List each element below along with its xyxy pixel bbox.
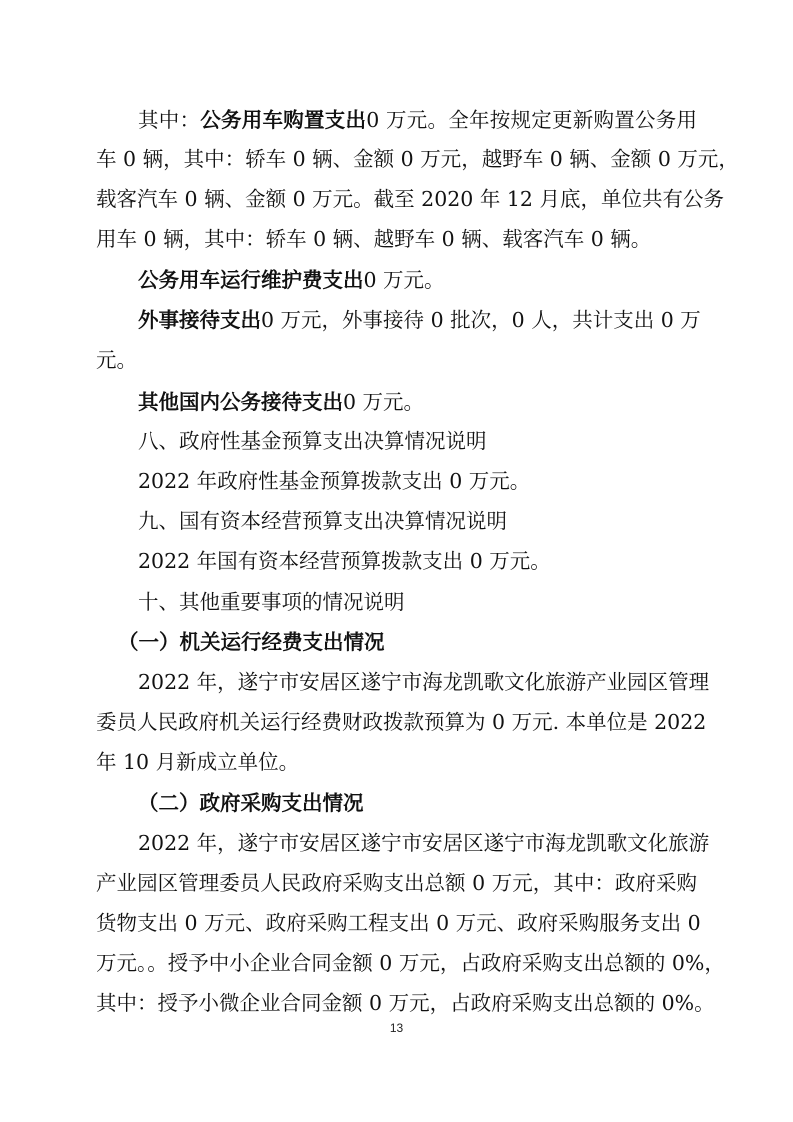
bold-heading-run: （二）政府采购支出情况: [138, 791, 364, 815]
paragraph-line: [138, 547, 793, 575]
paragraph-line: [96, 225, 793, 253]
paragraph-line: [96, 949, 725, 977]
paragraph-line: [96, 748, 793, 776]
paragraph-line: [96, 869, 697, 897]
text-run: 0 万元。: [363, 268, 445, 292]
text-run: 2022 年，遂宁市安居区遂宁市海龙凯歌文化旅游产业园区管理: [138, 670, 710, 694]
text-run: 十、其他重要事项的情况说明: [138, 590, 405, 614]
subsection-heading: [118, 628, 793, 656]
subsection-heading: [138, 789, 793, 817]
paragraph-line: [96, 346, 793, 374]
text-run: 0 万元，外事接待 0 批次，0 人，共计支出 0 万: [261, 308, 701, 332]
page-number: 13: [389, 1021, 404, 1035]
paragraph-line: [96, 708, 707, 736]
paragraph-line: [138, 306, 701, 334]
text-run: 载客汽车 0 辆、金额 0 万元。截至 2020 年 12 月底，单位共有公务: [96, 187, 724, 211]
paragraph-line: [138, 388, 793, 416]
bold-heading-run: 其他国内公务接待支出: [138, 390, 343, 414]
paragraph-line: [138, 106, 697, 134]
paragraph-line: [96, 909, 701, 937]
bold-heading-run: （一）机关运行经费支出情况: [118, 630, 385, 654]
paragraph-line: [138, 467, 793, 495]
paragraph-line: [138, 266, 793, 294]
text-run: 委员人民政府机关运行经费财政拨款预算为 0 万元. 本单位是 2022: [96, 710, 707, 734]
text-run: 2022 年国有资本经营预算拨款支出 0 万元。: [138, 549, 551, 573]
text-run: 2022 年，遂宁市安居区遂宁市安居区遂宁市海龙凯歌文化旅游: [138, 831, 710, 855]
text-run: 车 0 辆，其中：轿车 0 辆、金额 0 万元，越野车 0 辆、金额 0 万元，: [96, 147, 739, 171]
paragraph-line: [138, 668, 710, 696]
bold-heading-run: 公务用车购置支出: [200, 108, 367, 132]
text-run: 年 10 月新成立单位。: [96, 750, 300, 774]
text-run: 2022 年政府性基金预算拨款支出 0 万元。: [138, 469, 531, 493]
text-run: 0 万元。全年按规定更新购置公务用: [366, 108, 698, 132]
paragraph-line: [138, 829, 710, 857]
text-run: 产业园区管理委员人民政府采购支出总额 0 万元，其中：政府采购: [96, 871, 697, 895]
text-run: 其中：授予小微企业合同金额 0 万元，占政府采购支出总额的 0%。: [96, 991, 715, 1015]
text-run: 八、政府性基金预算支出决算情况说明: [138, 429, 487, 453]
text-run: 货物支出 0 万元、政府采购工程支出 0 万元、政府采购服务支出 0: [96, 911, 701, 935]
text-run: 用车 0 辆，其中：轿车 0 辆、越野车 0 辆、载客汽车 0 辆。: [96, 227, 652, 251]
bold-heading-run: 公务用车运行维护费支出: [138, 268, 364, 292]
section-heading: [138, 588, 793, 616]
text-run: 其中：: [138, 108, 201, 132]
section-heading: [138, 427, 793, 455]
text-run: 元。: [96, 348, 137, 372]
text-run: 0 万元。: [343, 390, 425, 414]
paragraph-line: [96, 145, 739, 173]
paragraph-line: [96, 989, 793, 1017]
section-heading: [138, 507, 793, 535]
bold-heading-run: 外事接待支出: [138, 308, 261, 332]
text-run: 万元。。授予中小企业合同金额 0 万元，占政府采购支出总额的 0%，: [96, 951, 725, 975]
paragraph-line: [96, 185, 724, 213]
text-run: 九、国有资本经营预算支出决算情况说明: [138, 509, 507, 533]
